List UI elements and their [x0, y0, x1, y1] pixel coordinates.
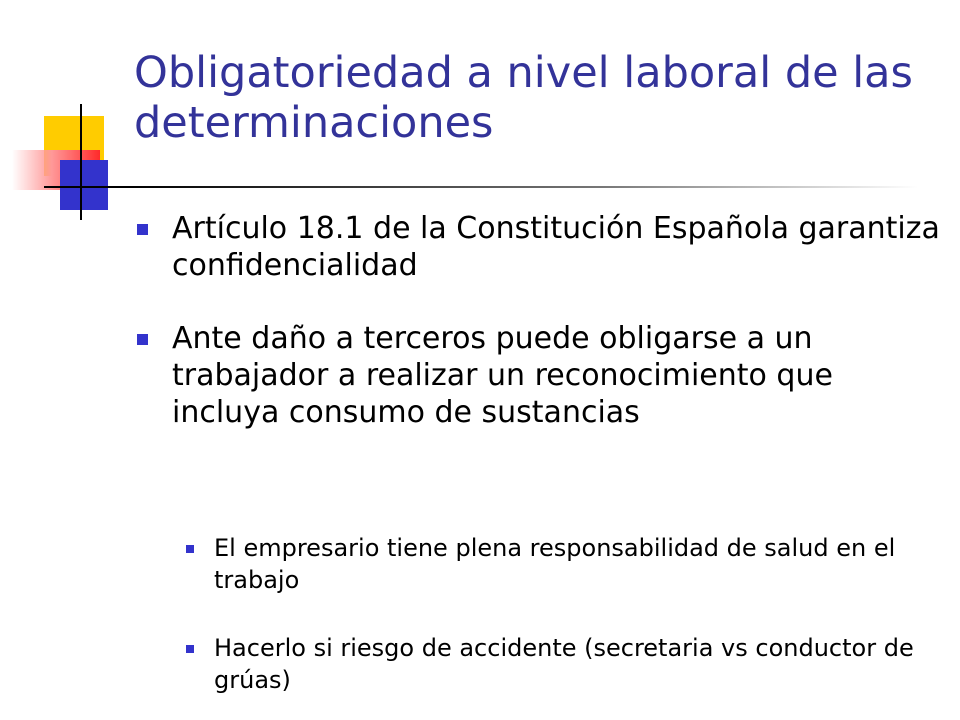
- square-bullet-icon: [186, 545, 194, 553]
- bullet-text: Ante daño a terceros puede obligarse a un trabajador a realizar un reconocimiento que incluya consumo de sustancias: [172, 321, 833, 430]
- square-bullet-icon: [186, 645, 194, 653]
- bullet-text: Artículo 18.1 de la Constitución Española garantiza confidencialidad: [172, 211, 940, 283]
- slide-title: Obligatoriedad a nivel laboral de las determinaciones: [134, 48, 913, 148]
- square-bullet-icon: [137, 334, 148, 345]
- bullet-item: [172, 320, 942, 431]
- bullet-item: [172, 210, 942, 284]
- square-bullet-icon: [137, 224, 148, 235]
- sub-bullet-text: Hacerlo si riesgo de accidente (secretaria vs conductor de grúas): [214, 634, 914, 694]
- sub-bullet-text: El empresario tiene plena responsabilidad de salud en el trabajo: [214, 534, 896, 594]
- decor-horizontal-line: [44, 186, 128, 188]
- sub-bullet-item: [214, 532, 934, 596]
- title-underline-rule: [128, 186, 918, 188]
- sub-bullet-item: [214, 632, 934, 696]
- decor-vertical-line: [80, 104, 82, 220]
- decor-blue-square: [60, 160, 108, 210]
